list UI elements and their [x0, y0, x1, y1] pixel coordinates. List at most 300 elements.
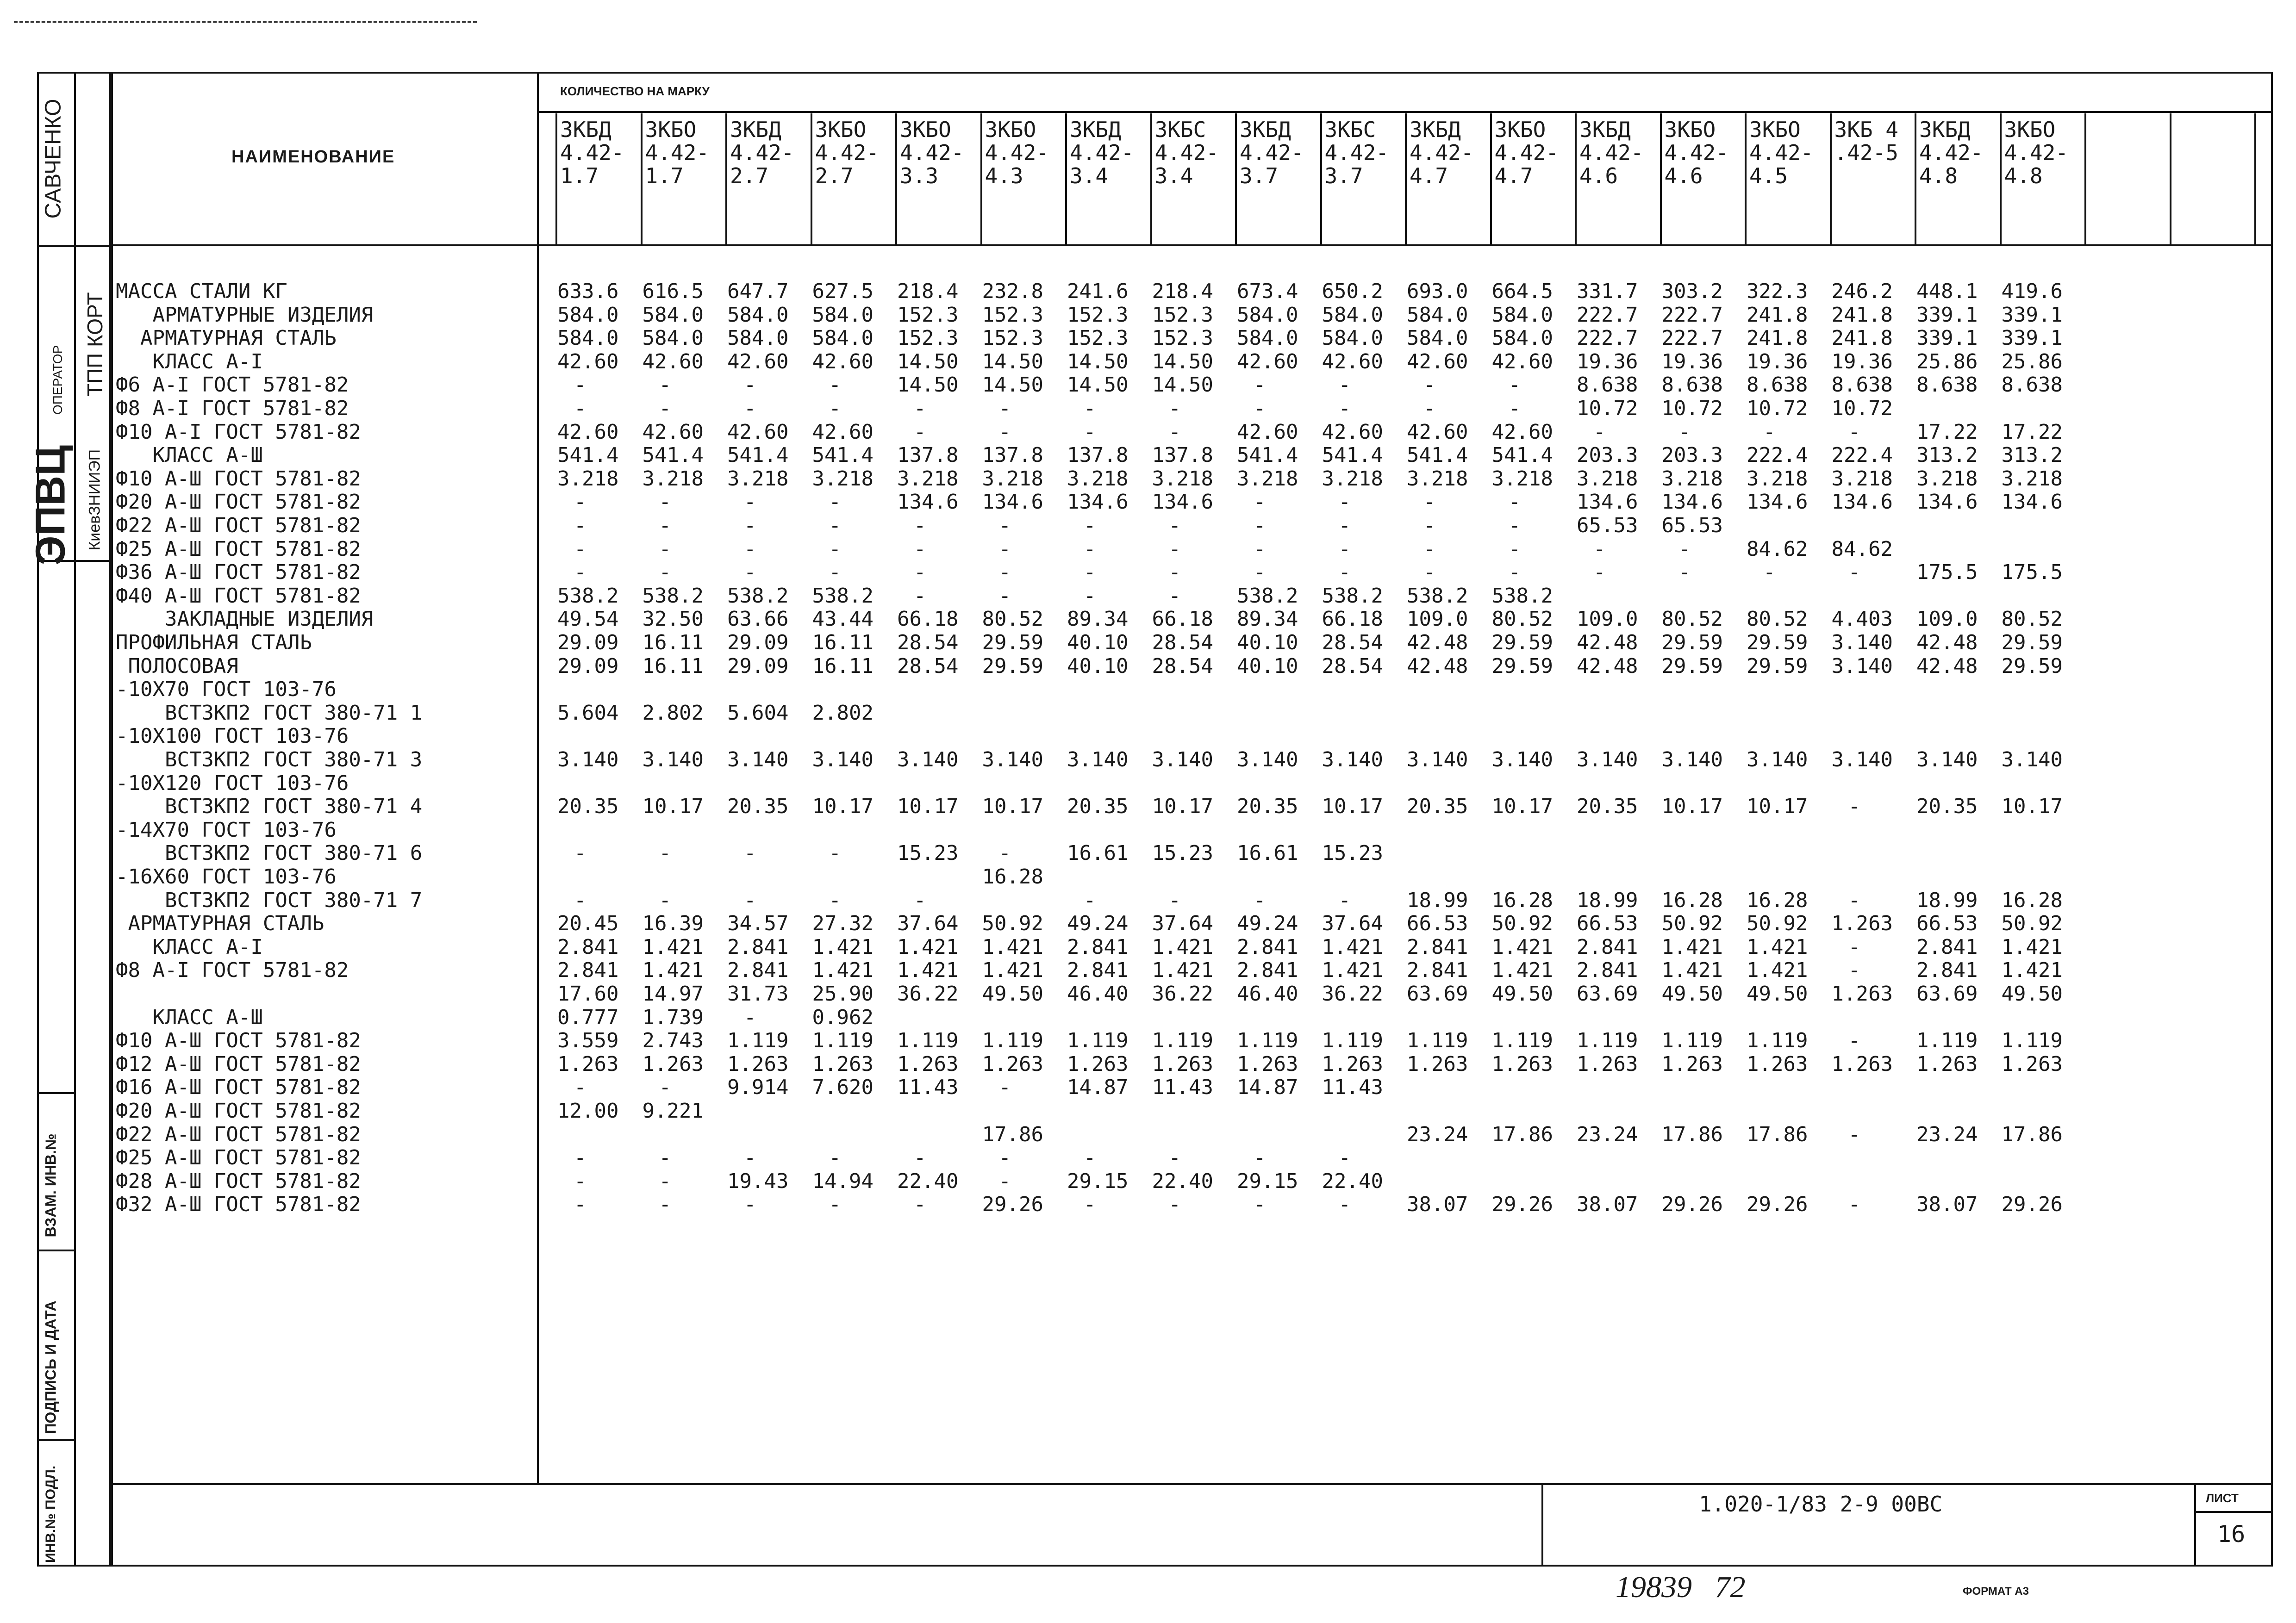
table-cell: 134.6 — [982, 490, 1043, 514]
table-cell: 29.59 — [2001, 654, 2063, 678]
table-cell: 16.28 — [1747, 888, 1808, 912]
table-cell: 29.59 — [1661, 654, 1723, 678]
table-cell: 37.64 — [1322, 912, 1383, 936]
table-cell: 42.60 — [1491, 349, 1553, 373]
table-cell: 3.559 — [557, 1029, 619, 1053]
table-cell: 633.6 — [557, 280, 619, 303]
table-cell: 203.3 — [1661, 443, 1723, 467]
table-cell: 10.17 — [1491, 795, 1553, 819]
table-cell: 584.0 — [1322, 303, 1383, 327]
table-cell: 19.36 — [1831, 349, 1893, 373]
table-cell: - — [659, 1146, 671, 1170]
column-header: ЗКБД 4.42- 4.6 — [1575, 113, 1660, 245]
table-cell: 232.8 — [982, 280, 1043, 303]
table-cell: 20.35 — [1916, 795, 1978, 819]
table-cell: 627.5 — [812, 280, 873, 303]
table-cell: 36.22 — [1322, 982, 1383, 1006]
table-cell: 14.97 — [642, 982, 704, 1006]
table-cell: - — [1338, 888, 1351, 912]
row-name: ПОЛОСОВАЯ — [116, 654, 238, 678]
table-cell: 152.3 — [982, 303, 1043, 327]
table-cell: - — [829, 888, 841, 912]
table-cell: 134.6 — [1831, 490, 1893, 514]
table-cell: 175.5 — [1916, 560, 1978, 585]
row-name: ПРОФИЛЬНАЯ СТАЛЬ — [116, 631, 312, 654]
side-podpis: ПОДПИСЬ И ДАТА — [42, 1300, 59, 1434]
table-cell: - — [1254, 537, 1266, 561]
table-cell: 1.263 — [1577, 1052, 1638, 1076]
row-name: ВСТЗКП2 ГОСТ 380-71 4 — [116, 795, 423, 819]
table-cell: 1.119 — [2001, 1029, 2063, 1053]
table-cell: - — [574, 841, 586, 865]
footer-code: 1.020-1/83 2-9 00ВС — [1699, 1492, 1943, 1517]
table-cell: 584.0 — [1322, 326, 1383, 350]
table-cell: - — [1508, 397, 1521, 420]
table-cell: 584.0 — [642, 326, 704, 350]
table-cell: 152.3 — [982, 326, 1043, 350]
table-cell: - — [914, 420, 926, 444]
row-name: ВСТЗКП2 ГОСТ 380-71 1 — [116, 701, 423, 725]
row-name: Ф8 А-I ГОСТ 5781-82 — [116, 397, 349, 420]
table-cell: 3.218 — [1747, 466, 1808, 491]
table-cell: - — [1848, 420, 1860, 444]
table-cell: 673.4 — [1237, 280, 1298, 303]
table-cell: 80.52 — [1747, 607, 1808, 631]
table-cell: 42.60 — [812, 420, 873, 444]
table-cell: 137.8 — [982, 443, 1043, 467]
table-cell: 448.1 — [1916, 280, 1978, 303]
table-cell: 2.841 — [1067, 935, 1129, 959]
table-cell: 16.39 — [642, 912, 704, 936]
table-cell: 29.09 — [557, 654, 619, 678]
table-cell: 49.50 — [1661, 982, 1723, 1006]
table-cell: 8.638 — [1577, 373, 1638, 397]
column-header: ЗКБД 4.42- 3.4 — [1065, 113, 1150, 245]
table-cell: 1.263 — [727, 1052, 789, 1076]
table-cell: 19.36 — [1577, 349, 1638, 373]
table-cell: 134.6 — [1747, 490, 1808, 514]
table-cell: 42.60 — [727, 420, 789, 444]
table-cell: 3.140 — [557, 748, 619, 771]
table-cell: - — [1508, 490, 1521, 514]
table-cell: 134.6 — [2001, 490, 2063, 514]
table-cell: 241.8 — [1747, 326, 1808, 350]
table-cell: 584.0 — [727, 303, 789, 327]
table-cell: 584.0 — [642, 303, 704, 327]
table-cell: 40.10 — [1237, 654, 1298, 678]
table-cell: 2.841 — [727, 958, 789, 983]
row-name: Ф22 А-Ш ГОСТ 5781-82 — [116, 1122, 361, 1146]
table-cell: 29.59 — [982, 654, 1043, 678]
table-cell: 1.421 — [812, 958, 873, 983]
table-cell: 3.218 — [1661, 466, 1723, 491]
table-cell: 10.17 — [1747, 795, 1808, 819]
table-cell: - — [1763, 560, 1776, 585]
row-name: Ф10 А-Ш ГОСТ 5781-82 — [116, 466, 361, 491]
table-cell: - — [1168, 584, 1181, 608]
table-cell: 1.421 — [1491, 958, 1553, 983]
footer-format: ФОРМАТ А3 — [1963, 1585, 2029, 1598]
table-cell: - — [1084, 1146, 1096, 1170]
table-cell: 152.3 — [897, 303, 959, 327]
table-cell: - — [1254, 560, 1266, 585]
table-cell: 3.140 — [1831, 748, 1893, 771]
table-cell: 14.94 — [812, 1169, 873, 1193]
table-cell: 49.50 — [982, 982, 1043, 1006]
table-cell: - — [1084, 537, 1096, 561]
table-cell: - — [1848, 935, 1860, 959]
table-cell: 1.421 — [2001, 935, 2063, 959]
table-cell: 19.43 — [727, 1169, 789, 1193]
table-cell: 22.40 — [1322, 1169, 1383, 1193]
table-cell: - — [1593, 420, 1606, 444]
table-cell: - — [829, 373, 841, 397]
table-cell: 222.4 — [1747, 443, 1808, 467]
column-header: ЗКБД 4.42- 4.7 — [1405, 113, 1490, 245]
table-cell: 42.60 — [1407, 420, 1468, 444]
table-cell: - — [829, 1146, 841, 1170]
table-cell: 1.421 — [1747, 958, 1808, 983]
table-cell: - — [1423, 373, 1436, 397]
table-cell: 3.140 — [897, 748, 959, 771]
table-cell: 50.92 — [1747, 912, 1808, 936]
table-cell: - — [829, 537, 841, 561]
table-cell: 66.53 — [1407, 912, 1468, 936]
table-cell: - — [1508, 373, 1521, 397]
table-cell: 584.0 — [812, 326, 873, 350]
table-cell: 3.218 — [1067, 466, 1129, 491]
table-cell: - — [914, 514, 926, 537]
table-cell: 584.0 — [812, 303, 873, 327]
table-cell: - — [574, 1076, 586, 1100]
table-cell: 10.17 — [897, 795, 959, 819]
table-cell: 134.6 — [1067, 490, 1129, 514]
table-cell: 89.34 — [1237, 607, 1298, 631]
table-cell: 1.263 — [1661, 1052, 1723, 1076]
table-cell: 2.802 — [812, 701, 873, 725]
table-cell: - — [1508, 560, 1521, 585]
table-cell: - — [1254, 888, 1266, 912]
table-cell: 42.60 — [1407, 349, 1468, 373]
table-cell: 2.841 — [1577, 958, 1638, 983]
table-cell: 28.54 — [897, 631, 959, 654]
table-cell: 29.59 — [2001, 631, 2063, 654]
table-cell: 11.43 — [1152, 1076, 1213, 1100]
table-cell: 109.0 — [1577, 607, 1638, 631]
column-header: ЗКБО 4.42- 4.5 — [1745, 113, 1830, 245]
table-cell: - — [1168, 1193, 1181, 1217]
table-cell: - — [1168, 514, 1181, 537]
table-cell: 42.60 — [727, 349, 789, 373]
row-name: КЛАСС А-I — [116, 935, 263, 959]
table-cell: 46.40 — [1067, 982, 1129, 1006]
table-cell: 29.26 — [1661, 1193, 1723, 1217]
table-cell: 5.604 — [727, 701, 789, 725]
row-name: Ф25 А-Ш ГОСТ 5781-82 — [116, 537, 361, 561]
name-col-line — [537, 72, 539, 1483]
table-cell: 5.604 — [557, 701, 619, 725]
side-sep-1 — [37, 245, 111, 247]
table-cell: 222.4 — [1831, 443, 1893, 467]
table-cell: 14.50 — [1152, 373, 1213, 397]
row-name: -10Х70 ГОСТ 103-76 — [116, 678, 337, 702]
table-cell: 2.841 — [1407, 958, 1468, 983]
table-cell: - — [1168, 1146, 1181, 1170]
table-cell: 218.4 — [897, 280, 959, 303]
table-cell: 29.59 — [1747, 654, 1808, 678]
table-cell: - — [998, 537, 1011, 561]
footer-top-line — [111, 1483, 2273, 1485]
table-cell: - — [1084, 514, 1096, 537]
table-cell: 1.119 — [1661, 1029, 1723, 1053]
table-cell: 2.841 — [1237, 958, 1298, 983]
table-cell: 16.28 — [1661, 888, 1723, 912]
table-cell: 8.638 — [1747, 373, 1808, 397]
table-cell: 584.0 — [1407, 303, 1468, 327]
table-cell: - — [574, 373, 586, 397]
table-cell: 3.218 — [1577, 466, 1638, 491]
table-cell: 541.4 — [1237, 443, 1298, 467]
table-cell: 664.5 — [1491, 280, 1553, 303]
table-cell: 36.22 — [897, 982, 959, 1006]
row-name: -14Х70 ГОСТ 103-76 — [116, 818, 337, 842]
table-cell: - — [744, 560, 756, 585]
table-cell: 3.218 — [1322, 466, 1383, 491]
table-cell: 584.0 — [1491, 326, 1553, 350]
table-cell: 2.841 — [1067, 958, 1129, 983]
table-cell: - — [1254, 514, 1266, 537]
table-cell: - — [1084, 560, 1096, 585]
row-name: -10Х100 ГОСТ 103-76 — [116, 724, 349, 748]
table-cell: - — [744, 1005, 756, 1029]
row-name: КЛАСС А-I — [116, 349, 263, 373]
table-cell: - — [744, 1146, 756, 1170]
table-cell: 2.841 — [557, 935, 619, 959]
table-cell: - — [1678, 537, 1691, 561]
table-cell: 16.28 — [1491, 888, 1553, 912]
table-cell: 3.140 — [1747, 748, 1808, 771]
table-cell: 15.23 — [1152, 841, 1213, 865]
table-cell: 20.35 — [727, 795, 789, 819]
table-cell: 222.7 — [1661, 326, 1723, 350]
table-cell: 31.73 — [727, 982, 789, 1006]
table-cell: 63.69 — [1577, 982, 1638, 1006]
table-cell: - — [1084, 888, 1096, 912]
table-cell: 538.2 — [557, 584, 619, 608]
table-cell: 17.86 — [1747, 1122, 1808, 1146]
table-cell: 22.40 — [1152, 1169, 1213, 1193]
table-cell: - — [998, 584, 1011, 608]
table-cell: 7.620 — [812, 1076, 873, 1100]
table-cell: 10.17 — [2001, 795, 2063, 819]
table-cell: 419.6 — [2001, 280, 2063, 303]
table-cell: 50.92 — [1491, 912, 1553, 936]
table-cell: 137.8 — [1152, 443, 1213, 467]
table-cell: 19.36 — [1661, 349, 1723, 373]
table-cell: 584.0 — [727, 326, 789, 350]
table-cell: 8.638 — [1831, 373, 1893, 397]
table-cell: - — [659, 514, 671, 537]
table-cell: 50.92 — [2001, 912, 2063, 936]
table-cell: 17.60 — [557, 982, 619, 1006]
table-cell: 29.09 — [727, 654, 789, 678]
table-cell: - — [998, 420, 1011, 444]
table-cell: 2.841 — [1916, 935, 1978, 959]
table-cell: 3.218 — [1152, 466, 1213, 491]
table-cell: 37.64 — [1152, 912, 1213, 936]
table-cell: 1.421 — [642, 935, 704, 959]
table-cell: 322.3 — [1747, 280, 1808, 303]
table-cell: 66.53 — [1577, 912, 1638, 936]
table-cell: - — [1338, 1193, 1351, 1217]
table-cell: - — [574, 1193, 586, 1217]
table-cell: 27.32 — [812, 912, 873, 936]
table-cell: 2.841 — [1577, 935, 1638, 959]
table-cell: 38.07 — [1407, 1193, 1468, 1217]
table-cell: 46.40 — [1237, 982, 1298, 1006]
column-header: ЗКБС 4.42- 3.7 — [1320, 113, 1405, 245]
table-cell: 1.119 — [897, 1029, 959, 1053]
table-cell: 3.140 — [727, 748, 789, 771]
table-cell: 218.4 — [1152, 280, 1213, 303]
table-cell: - — [914, 560, 926, 585]
table-cell: 584.0 — [1407, 326, 1468, 350]
table-cell: - — [574, 1169, 586, 1193]
table-cell: 38.07 — [1577, 1193, 1638, 1217]
table-cell: 8.638 — [1916, 373, 1978, 397]
table-cell: - — [1168, 537, 1181, 561]
table-cell: 109.0 — [1407, 607, 1468, 631]
row-name: Ф6 А-I ГОСТ 5781-82 — [116, 373, 349, 397]
table-cell: 42.60 — [557, 349, 619, 373]
side-org: ЭПВЦ — [27, 445, 74, 566]
column-header: ЗКБ 4 .42-5 — [1830, 113, 1915, 245]
table-cell: 16.11 — [642, 631, 704, 654]
table-cell: - — [744, 841, 756, 865]
table-cell: - — [1848, 1193, 1860, 1217]
table-cell: 20.35 — [1067, 795, 1129, 819]
table-cell: 17.22 — [2001, 420, 2063, 444]
table-cell: 2.841 — [727, 935, 789, 959]
table-cell: 1.119 — [1916, 1029, 1978, 1053]
table-cell: 4.403 — [1831, 607, 1893, 631]
side-org-sub: КиевЗНИИЭП — [86, 449, 104, 551]
table-cell: 1.119 — [1152, 1029, 1213, 1053]
table-cell: - — [574, 537, 586, 561]
table-cell: 3.140 — [812, 748, 873, 771]
table-cell: 34.57 — [727, 912, 789, 936]
table-cell: 42.60 — [1237, 420, 1298, 444]
table-cell: 49.24 — [1237, 912, 1298, 936]
table-cell: 16.28 — [982, 865, 1043, 889]
table-cell: 175.5 — [2001, 560, 2063, 585]
table-cell: - — [744, 1193, 756, 1217]
table-cell: - — [1678, 420, 1691, 444]
table-cell: - — [1168, 397, 1181, 420]
table-cell: 84.62 — [1831, 537, 1893, 561]
table-cell: 29.09 — [557, 631, 619, 654]
table-cell: 11.43 — [897, 1076, 959, 1100]
table-cell: - — [1254, 397, 1266, 420]
table-cell: - — [1423, 397, 1436, 420]
table-cell: 20.35 — [557, 795, 619, 819]
table-cell: 8.638 — [1661, 373, 1723, 397]
table-cell: 541.4 — [557, 443, 619, 467]
table-cell: 20.35 — [1407, 795, 1468, 819]
table-cell: 3.218 — [1916, 466, 1978, 491]
table-cell: 28.54 — [1322, 654, 1383, 678]
row-name: МАССА СТАЛИ КГ — [116, 280, 287, 303]
table-cell: 584.0 — [1491, 303, 1553, 327]
side-tpp: ТПП КОРТ — [83, 292, 107, 397]
table-cell: 29.15 — [1237, 1169, 1298, 1193]
row-name: Ф22 А-Ш ГОСТ 5781-82 — [116, 514, 361, 537]
table-cell: 241.8 — [1831, 303, 1893, 327]
table-cell: 584.0 — [1237, 303, 1298, 327]
table-cell: - — [1168, 888, 1181, 912]
table-cell: 19.36 — [1747, 349, 1808, 373]
table-cell: - — [914, 397, 926, 420]
table-cell: 10.72 — [1747, 397, 1808, 420]
table-cell: - — [659, 537, 671, 561]
table-cell: - — [829, 490, 841, 514]
table-cell: - — [914, 537, 926, 561]
table-cell: 1.119 — [1322, 1029, 1383, 1053]
table-cell: - — [1338, 560, 1351, 585]
table-cell: 1.263 — [1237, 1052, 1298, 1076]
table-cell: 1.263 — [1831, 982, 1893, 1006]
table-cell: 1.263 — [642, 1052, 704, 1076]
table-cell: 3.218 — [1491, 466, 1553, 491]
table-cell: - — [998, 841, 1011, 865]
column-header: ЗКБО 4.42- 4.7 — [1490, 113, 1575, 245]
table-cell: 1.119 — [1491, 1029, 1553, 1053]
table-cell: 1.263 — [1152, 1052, 1213, 1076]
table-cell: 49.54 — [557, 607, 619, 631]
table-cell: 3.218 — [1831, 466, 1893, 491]
table-cell: 42.48 — [1407, 631, 1468, 654]
table-cell: 14.50 — [1067, 373, 1129, 397]
table-cell: 0.962 — [812, 1005, 873, 1029]
column-header: ЗКБО 4.42- 2.7 — [811, 113, 896, 245]
table-cell: 2.802 — [642, 701, 704, 725]
table-cell: 42.60 — [1491, 420, 1553, 444]
table-cell: 541.4 — [812, 443, 873, 467]
table-cell: 0.777 — [557, 1005, 619, 1029]
table-cell: 3.218 — [1407, 466, 1468, 491]
column-header-empty — [2084, 113, 2170, 245]
table-cell: - — [914, 1146, 926, 1170]
table-cell: 2.841 — [1407, 935, 1468, 959]
table-cell: 65.53 — [1577, 514, 1638, 537]
table-cell: 538.2 — [727, 584, 789, 608]
table-cell: - — [1423, 490, 1436, 514]
table-cell: 23.24 — [1916, 1122, 1978, 1146]
table-cell: 16.61 — [1237, 841, 1298, 865]
table-cell: 3.140 — [1237, 748, 1298, 771]
table-cell: 1.263 — [1747, 1052, 1808, 1076]
row-name: Ф16 А-Ш ГОСТ 5781-82 — [116, 1076, 361, 1100]
table-cell: 2.841 — [1916, 958, 1978, 983]
table-cell: - — [1254, 490, 1266, 514]
table-cell: 43.44 — [812, 607, 873, 631]
table-cell: 222.7 — [1577, 303, 1638, 327]
name-header: НАИМЕНОВАНИЕ — [231, 147, 395, 167]
table-cell: - — [659, 1169, 671, 1193]
table-cell: 3.140 — [982, 748, 1043, 771]
table-cell: 3.140 — [1831, 654, 1893, 678]
table-cell: 80.52 — [982, 607, 1043, 631]
